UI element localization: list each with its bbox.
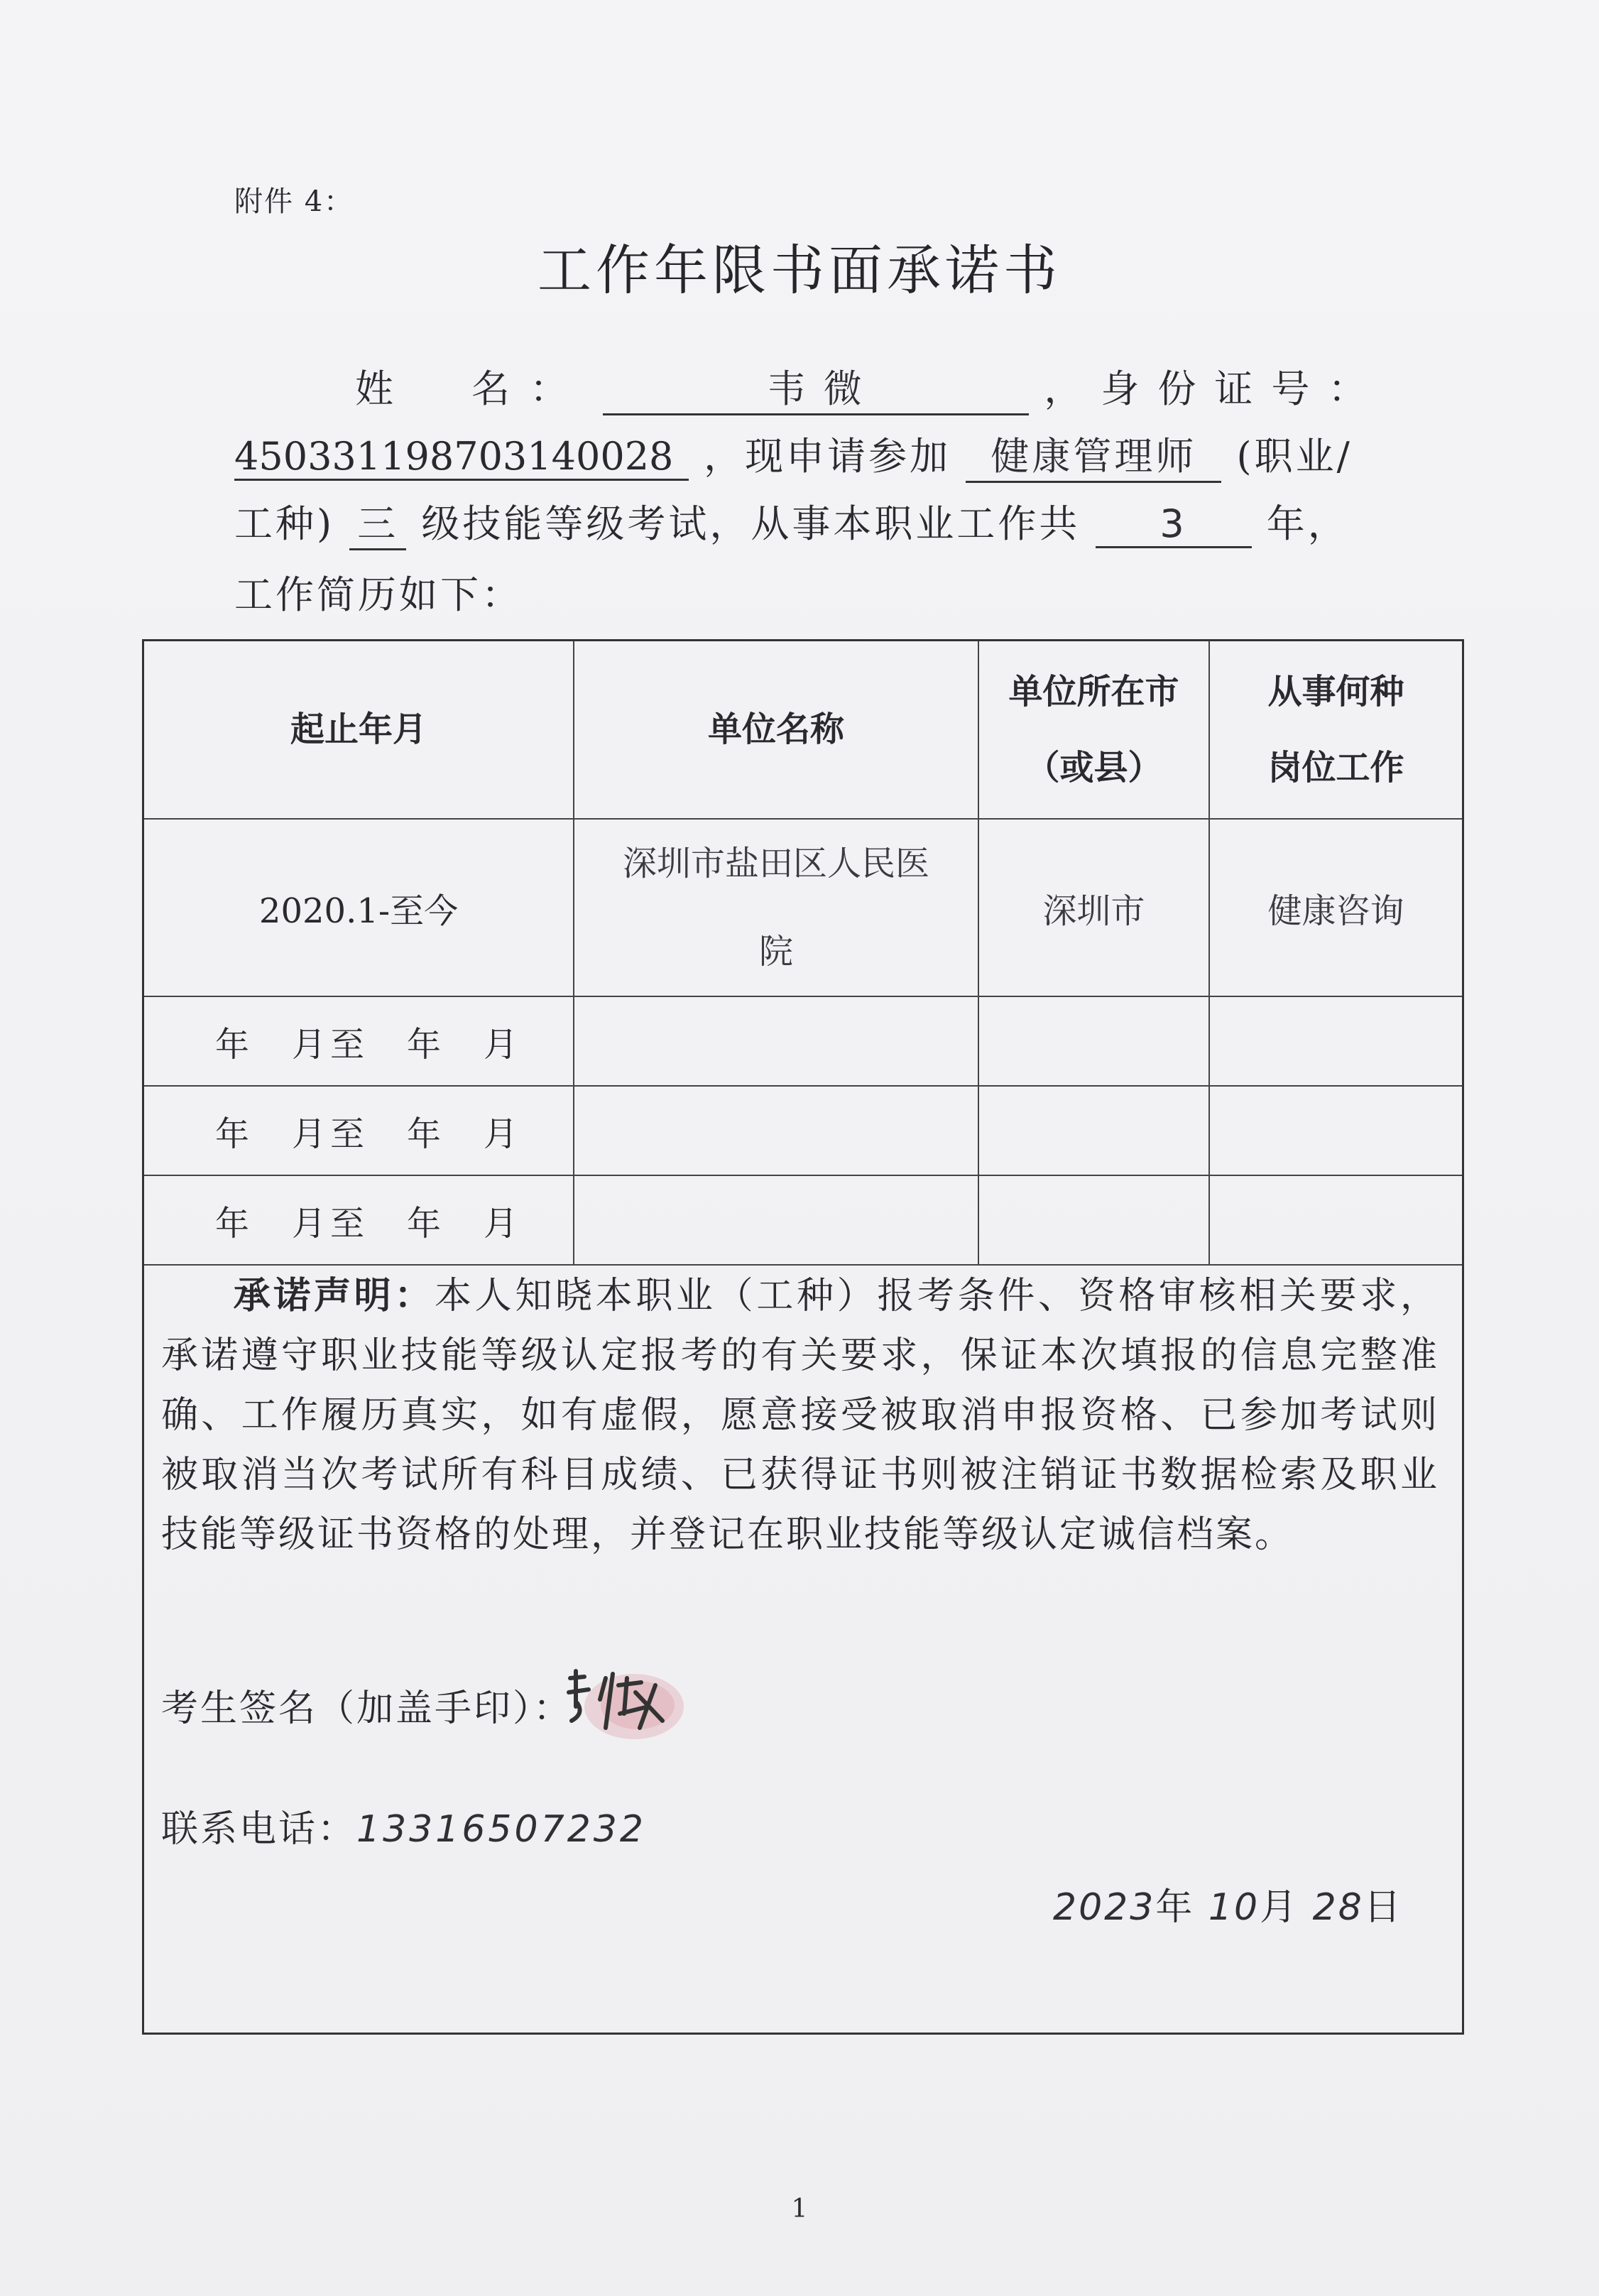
years-value: 3 <box>1096 501 1252 548</box>
header-post-line2: 岗位工作 <box>1267 747 1404 788</box>
phone-label: 联系电话： <box>161 1808 357 1851</box>
occupation-value: 健康管理师 <box>966 426 1221 483</box>
signature-label: 考生签名（加盖手印）： <box>161 1687 573 1730</box>
row1-period: 2020.1-至今 <box>144 819 574 996</box>
row3-post <box>1209 1086 1462 1175</box>
intro-line-3 <box>234 494 1349 550</box>
header-period: 起止年月 <box>144 641 574 819</box>
row4-post <box>1209 1175 1462 1265</box>
name-value: 韦 微 <box>603 359 1029 415</box>
declaration-label: 承诺声明： <box>232 1275 435 1317</box>
header-unit: 单位名称 <box>574 641 978 819</box>
date-year: 2023 <box>1053 1886 1156 1929</box>
table-row <box>144 1175 1462 1265</box>
document-title: 工作年限书面承诺书 <box>537 239 1062 302</box>
header-post-line1: 从事何种 <box>1267 671 1404 712</box>
attachment-label: 附件 4： <box>234 185 354 218</box>
id-label: ，身份证号： <box>1044 366 1385 411</box>
work-history-table <box>144 641 1462 1266</box>
row2-post <box>1209 996 1462 1086</box>
level-value: 三 <box>349 494 406 550</box>
table-row <box>144 819 1462 996</box>
header-city-line1: 单位所在市 <box>1008 671 1179 712</box>
signing-date <box>1053 1877 1403 1930</box>
signature-line <box>161 1678 572 1731</box>
header-city-line2: （或县） <box>1025 747 1162 788</box>
date-year-suffix: 年 <box>1155 1886 1195 1929</box>
declaration-block <box>161 1266 1439 1565</box>
row1-unit-line2: 院 <box>758 932 793 972</box>
date-day-suffix: 日 <box>1363 1886 1403 1929</box>
handwritten-signature-with-thumbprint <box>556 1664 691 1742</box>
header-post <box>1209 641 1462 819</box>
resume-form <box>142 639 1464 2035</box>
row1-city: 深圳市 <box>978 819 1209 996</box>
type-prefix: 工种) <box>234 501 335 546</box>
date-month: 10 <box>1208 1886 1260 1929</box>
id-number-value: 450331198703140028 <box>234 434 689 481</box>
page-number: 1 <box>791 2194 808 2224</box>
table-header-row <box>144 641 1462 819</box>
resume-label: 工作简历如下： <box>234 572 523 617</box>
date-month-suffix: 月 <box>1260 1886 1299 1929</box>
row3-city <box>978 1086 1209 1175</box>
occupation-suffix: (职业/ <box>1236 434 1353 479</box>
table-row <box>144 996 1462 1086</box>
row4-period: 年 月至 年 月 <box>144 1175 574 1265</box>
row1-unit-line1: 深圳市盐田区人民医 <box>622 844 929 883</box>
row4-unit <box>574 1175 978 1265</box>
row3-unit <box>574 1086 978 1175</box>
intro-line-2 <box>234 426 1353 483</box>
table-row <box>144 1086 1462 1175</box>
intro-line-1 <box>355 359 1385 415</box>
date-day: 28 <box>1312 1886 1364 1929</box>
name-label: 姓 名： <box>355 366 588 411</box>
row4-city <box>978 1175 1209 1265</box>
level-text: 级技能等级考试，从事本职业工作共 <box>421 501 1081 546</box>
row1-unit <box>574 819 978 996</box>
contact-line <box>161 1799 646 1852</box>
declaration-text: 本人知晓本职业（工种）报考条件、资格审核相关要求，承诺遵守职业技能等级认定报考的有关要求，保证本次填报的信息完整准确、工作履历真实，如有虚假，愿意接受被取消申报资格、已参加考试则被取消当次考试所有科目成绩、已获得证书则被注销证书数据检索及职业技能等级证书资格的处理，并登记在职业技能等级认定诚信档案。 <box>161 1275 1439 1556</box>
header-city <box>978 641 1209 819</box>
row2-period: 年 月至 年 月 <box>144 996 574 1086</box>
phone-value: 13316507232 <box>356 1808 646 1851</box>
row1-post: 健康咨询 <box>1209 819 1462 996</box>
years-suffix: 年， <box>1266 501 1349 546</box>
apply-text: ，现申请参加 <box>704 434 951 479</box>
row2-unit <box>574 996 978 1086</box>
row3-period: 年 月至 年 月 <box>144 1086 574 1175</box>
row2-city <box>978 996 1209 1086</box>
